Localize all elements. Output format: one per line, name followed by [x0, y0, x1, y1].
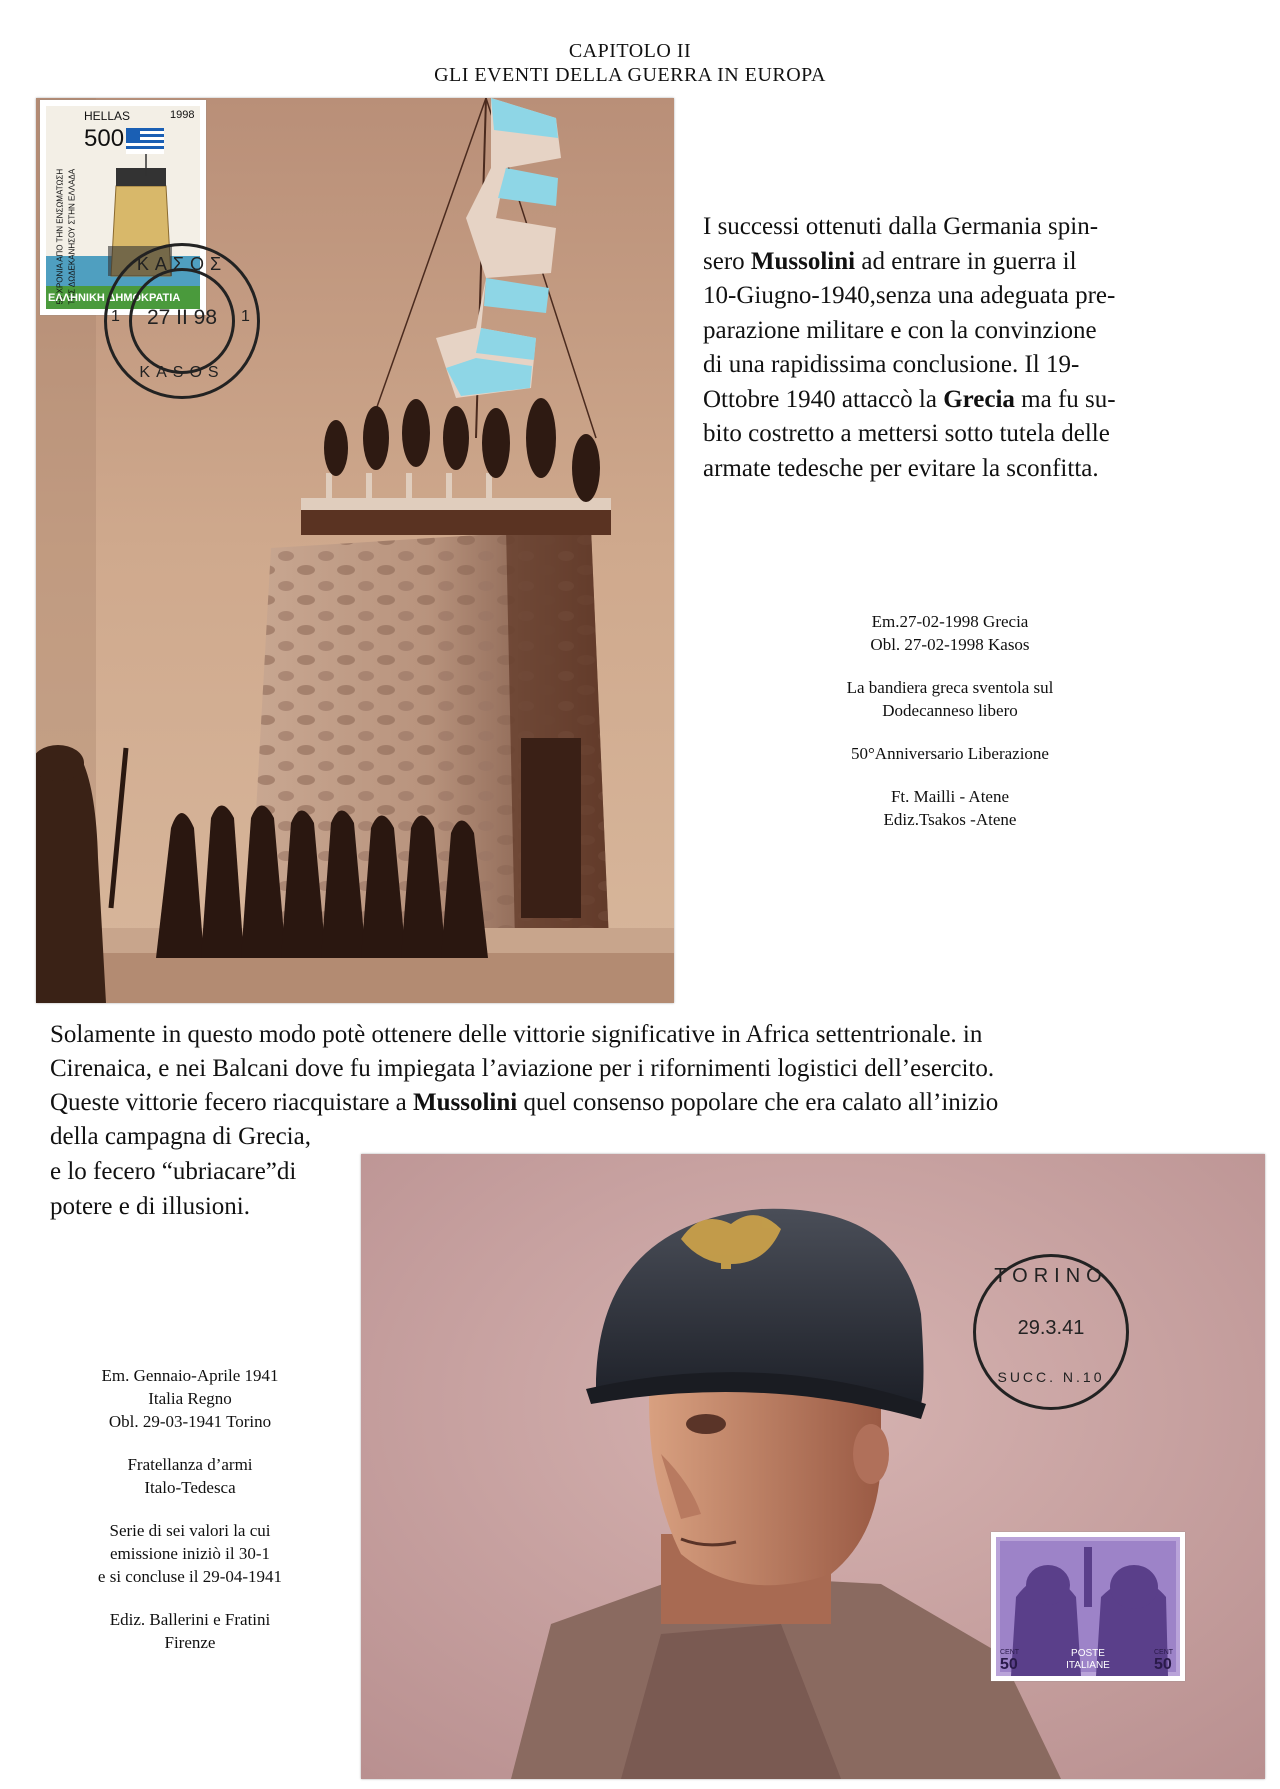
chapter-title: CAPITOLO II: [568, 40, 692, 62]
caption-line: Serie di sei valori la cui: [109, 1521, 271, 1540]
stamp-name-2: ITALIANE: [1066, 1660, 1110, 1671]
postmark-top-text: ΚΑΣΟΣ: [136, 254, 228, 274]
body-line: Queste vittorie fecero riacquistare a Mussolini quel consenso popolare che era calato all’inizio: [50, 1089, 999, 1116]
postmark-bottom-text: SUCC. N.10: [997, 1369, 1105, 1385]
postmark-kasos: [104, 243, 260, 399]
postmark-side-left: 1: [111, 308, 120, 325]
maximum-card-italy: [361, 1154, 1265, 1779]
stamp-vertical-text-2: ΤΗΣ ΔΩΔΕΚΑΝΗΣΟΥ ΣΤΗΝ ΕΛΛΑΔΑ: [67, 168, 77, 305]
caption-line: e si concluse il 29-04-1941: [97, 1567, 283, 1586]
caption-line: Obl. 29-03-1941 Torino: [108, 1412, 272, 1431]
caption-line: 50°Anniversario Liberazione: [851, 744, 1049, 763]
caption-line: Fratellanza d’armi: [127, 1455, 253, 1474]
stamp-cent-left: CENT: [1000, 1649, 1020, 1656]
stamp-cent-right: CENT: [1154, 1649, 1174, 1656]
intro-line: parazione militare e con la convinzione: [703, 316, 1097, 344]
body-line: potere e di illusioni.: [50, 1193, 250, 1220]
body-line: e lo fecero “ubriacare”di: [50, 1158, 297, 1185]
caption-line: emissione iniziò il 30-1: [109, 1544, 271, 1563]
caption-line: Em. Gennaio-Aprile 1941: [101, 1366, 279, 1385]
stamp-vertical-text-1: 50 ΧΡΟΝΙΑ ΑΠΟ ΤΗΝ ΕΝΣΩΜΑΤΩΣΗ: [55, 168, 65, 305]
intro-line: di una rapidissima conclusione. Il 19-: [703, 351, 1080, 378]
body-line: Cirenaica, e nei Balcani dove fu impiegata l’aviazione per i rifornimenti logistici dell’esercito.: [50, 1055, 995, 1082]
caption-line: Firenze: [164, 1633, 216, 1652]
stamp-name-1: POSTE: [1071, 1648, 1105, 1659]
italian-stamp: [991, 1532, 1185, 1681]
postmark-top-text: TORINO: [994, 1265, 1108, 1287]
caption-greece: [770, 610, 1130, 831]
intro-line: sero Mussolini ad entrare in guerra il: [703, 247, 1077, 275]
caption-italy: [40, 1364, 340, 1654]
body-line: Solamente in questo modo potè ottenere delle vittorie significative in Africa settentrionale. in: [50, 1021, 983, 1048]
card-illustration-portrait-helmet: [361, 1154, 1265, 1779]
intro-line: armate tedesche per evitare la sconfitta.: [703, 454, 1099, 482]
postmark-torino: [973, 1254, 1129, 1410]
postmark-date: 29.3.41: [1017, 1317, 1085, 1339]
caption-line: Italo-Tedesca: [144, 1478, 236, 1497]
caption-line: Em.27-02-1998 Grecia: [871, 612, 1029, 631]
intro-line: Ottobre 1940 attaccò la Grecia ma fu su-: [703, 385, 1116, 413]
postmark-bottom-text: KASOS: [139, 364, 225, 381]
caption-line: Ediz. Ballerini e Fratini: [109, 1610, 271, 1629]
postmark-date: 27 II 98: [146, 306, 218, 329]
caption-line: Obl. 27-02-1998 Kasos: [870, 635, 1030, 654]
caption-line: Ft. Mailli - Atene: [890, 787, 1010, 806]
intro-paragraph: [703, 210, 1203, 486]
caption-line: Ediz.Tsakos -Atene: [883, 810, 1017, 829]
caption-line: Dodecanneso libero: [882, 701, 1018, 720]
stamp-value: 500: [84, 125, 125, 152]
intro-line: 10-Giugno-1940,senza una adeguata pre-: [703, 282, 1116, 309]
caption-line: La bandiera greca sventola sul: [846, 678, 1054, 697]
caption-line: Italia Regno: [148, 1389, 232, 1408]
stamp-year: 1998: [170, 109, 195, 121]
postmark-side-right: 1: [241, 308, 250, 325]
body-line: della campagna di Grecia,: [50, 1123, 311, 1150]
intro-line: I successi ottenuti dalla Germania spin-: [703, 213, 1099, 240]
intro-line: bito costretto a mettersi sotto tutela delle: [703, 420, 1110, 447]
stamp-country: HELLAS: [84, 109, 131, 123]
maximum-card-greece: [36, 98, 674, 1003]
chapter-subtitle: GLI EVENTI DELLA GUERRA IN EUROPA: [434, 64, 826, 86]
stamp-value-right: 50: [1154, 1656, 1172, 1673]
stamp-bottom-text: ΕΛΛΗΝΙΚΗ ΔΗΜΟΚΡΑΤΙΑ: [48, 292, 181, 304]
stamp-value-left: 50: [1000, 1656, 1018, 1673]
